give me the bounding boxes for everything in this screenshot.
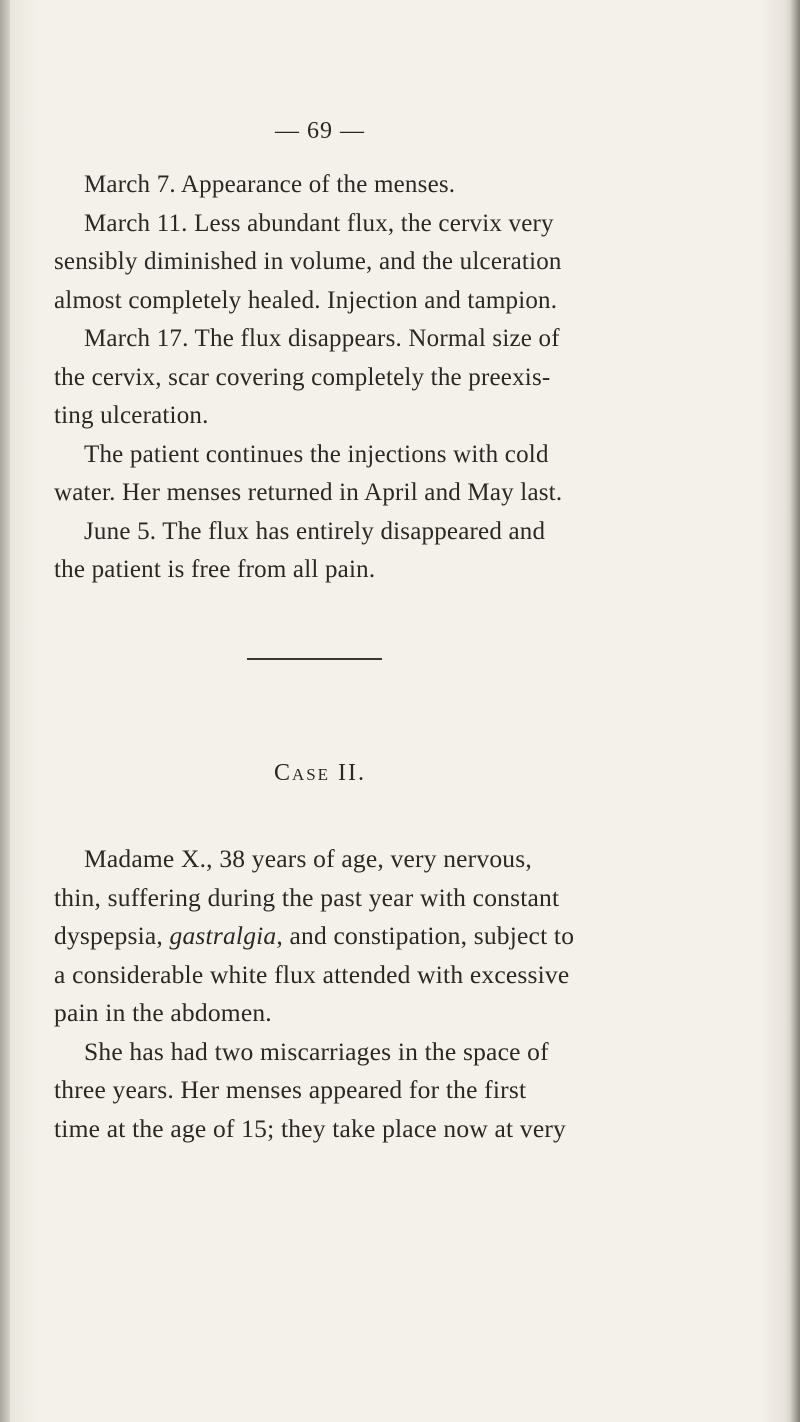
text-run: dyspepsia, (54, 921, 170, 950)
case-ii-text (54, 840, 614, 1148)
text-line: sensibly diminished in volume, and the ulceration (54, 248, 562, 275)
text-line: March 11. Less abundant flux, the cervix very (84, 209, 554, 237)
text-line: a considerable white flux attended with excessive (54, 959, 570, 989)
text-line: March 17. The flux disappears. Normal size of (84, 325, 560, 352)
case-heading: Case II. (273, 760, 367, 786)
text-line: Madame X., 38 years of age, very nervous, (84, 844, 532, 873)
text-line: almost completely healed. Injection and tampion. (54, 286, 558, 314)
italic-term: gastralgia (169, 921, 277, 950)
section-divider (247, 658, 382, 660)
text-line: time at the age of 15; they take place now at very (54, 1113, 567, 1143)
text-line: water. Her menses returned in April and May last. (54, 479, 563, 506)
text-line: the cervix, scar covering completely the preexis- (54, 363, 551, 391)
text-line: The patient continues the injections with cold (84, 440, 549, 468)
text-line (54, 917, 614, 956)
text-line: ting ulceration. (54, 402, 209, 429)
text-line: June 5. The flux has entirely disappeared and (84, 517, 546, 545)
text-line: March 7. Appearance of the menses. (84, 171, 456, 198)
text-line: She has had two miscarriages in the space of (84, 1036, 549, 1066)
text-line: thin, suffering during the past year with constant (54, 882, 560, 912)
text-line: three years. Her menses appeared for the first (54, 1075, 527, 1104)
case-continuation-text (54, 166, 614, 590)
text-line: the patient is free from all pain. (54, 556, 376, 583)
text-run: , and constipation, subject to (276, 921, 575, 950)
text-line: pain in the abdomen. (54, 998, 272, 1027)
page-edge-right (790, 0, 800, 1422)
page-number: — 69 — (275, 118, 365, 144)
page-gutter-left (0, 0, 10, 1422)
